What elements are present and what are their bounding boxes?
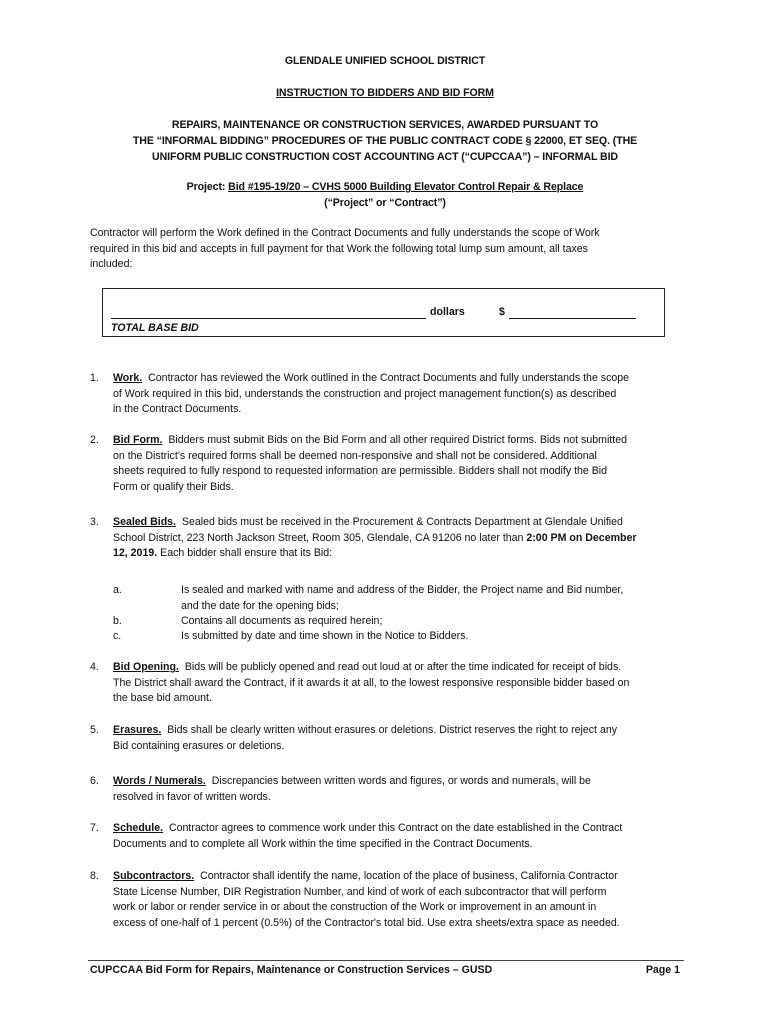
item-number: 6.	[90, 775, 99, 787]
item-title: Work.	[113, 372, 143, 384]
item-line: State License Number, DIR Registration Number, and kind of work of each subcontractor that will perform	[113, 885, 607, 898]
item-line: in the Contract Documents.	[113, 403, 242, 416]
sub-letter: c.	[113, 630, 122, 642]
project-alias: (“Project” or “Contract”)	[324, 197, 446, 209]
item-title: Words / Numerals.	[113, 775, 206, 787]
item-line: sheets required to fully respond to requested information are permissible. Bidders shall not modify the Bid	[113, 465, 608, 478]
item-line: resolved in favor of written words.	[113, 790, 271, 803]
intro-line-1: Contractor will perform the Work defined in the Contract Documents and fully understands the scope of Work	[90, 227, 600, 239]
item-erasures	[90, 723, 690, 754]
item-line: the base bid amount.	[113, 692, 212, 705]
item-line: Discrepancies between written words and figures, or words and numerals, will be	[211, 775, 591, 787]
intro-line-3: included:	[90, 258, 133, 271]
item-line: The District shall award the Contract, if it awards it at all, to the lowest responsive responsible bidder based on	[113, 676, 630, 689]
footer-rule	[88, 960, 684, 961]
item-number: 1.	[90, 372, 99, 384]
total-base-bid-label: TOTAL BASE BID	[111, 322, 199, 334]
scope-line-1: REPAIRS, MAINTENANCE OR CONSTRUCTION SERVICES, AWARDED PURSUANT TO	[171, 119, 599, 131]
item-line: School District, 223 North Jackson Street, Room 305, Glendale, CA 91206 no later than	[113, 531, 527, 544]
footer-title: CUPCCAA Bid Form for Repairs, Maintenance or Construction Services – GUSD	[90, 964, 493, 976]
item-line: on the District’s required forms shall be deemed non-responsive and shall not be considered. Additional	[113, 449, 597, 462]
item-line: excess of one-half of 1 percent (0.5%) of the Contractor's total bid. Use extra sheets/extra space as needed.	[113, 916, 620, 929]
item-line: Bids will be publicly opened and read out loud at or after the time indicated for receipt of bids.	[184, 661, 622, 673]
item-number: 5.	[90, 724, 99, 736]
item-number: 3.	[90, 516, 99, 528]
sub-item-c	[113, 629, 683, 645]
intro-line-2: required in this bid and accepts in full payment for that Work the following total lump sum amount, all taxes	[90, 242, 588, 255]
sub-line: Is sealed and marked with name and address of the Bidder, the Project name and Bid number,	[181, 584, 624, 596]
item-title: Subcontractors.	[113, 870, 195, 882]
intro-paragraph	[90, 226, 690, 273]
item-line: Form or qualify their Bids.	[113, 480, 234, 493]
scope-line-2: THE “INFORMAL BIDDING” PROCEDURES OF THE PUBLIC CONTRACT CODE § 22000, ET SEQ. (THE	[132, 135, 638, 147]
dollars-label: dollars	[430, 306, 465, 318]
dollar-sign: $	[499, 306, 505, 318]
item-number: 4.	[90, 661, 99, 673]
numeric-amount-field[interactable]	[509, 306, 636, 319]
scope-line-3: UNIFORM PUBLIC CONSTRUCTION COST ACCOUNTING ACT (“CUPCCAA”) – INFORMAL BID	[152, 151, 618, 163]
sub-line: Contains all documents as required herein;	[181, 615, 383, 627]
item-bid-opening	[90, 660, 690, 707]
page-number: Page 1	[645, 964, 680, 976]
item-line: Bid containing erasures or deletions.	[113, 739, 285, 752]
project-label: Project:	[186, 181, 229, 193]
item-work	[90, 371, 690, 418]
sub-line: Is submitted by date and time shown in the Notice to Bidders.	[181, 630, 469, 642]
item-title: Bid Form.	[113, 434, 163, 446]
item-line: Each bidder shall ensure that its Bid:	[160, 547, 333, 560]
item-line: of Work required in this bid, understands the construction and project management function(s) as described	[113, 387, 617, 400]
item-line: Contractor agrees to commence work under this Contract on the date established in the Contract	[168, 822, 623, 834]
item-schedule	[90, 821, 690, 852]
item-title: Erasures.	[113, 724, 162, 736]
item-title: Bid Opening.	[113, 661, 179, 673]
item-words-numerals	[90, 774, 690, 805]
item-number: 7.	[90, 822, 99, 834]
written-amount-field[interactable]	[111, 306, 426, 319]
item-line: Documents and to complete all Work within the time specified in the Contract Documents.	[113, 837, 533, 850]
form-subtitle: INSTRUCTION TO BIDDERS AND BID FORM	[276, 87, 494, 99]
deadline-time: 2:00 PM on December	[526, 531, 637, 544]
project-line	[0, 181, 770, 193]
item-line: Bidders must submit Bids on the Bid Form and all other required District forms. Bids not submitted	[168, 434, 627, 446]
sub-letter: b.	[113, 615, 122, 627]
item-line: Contractor has reviewed the Work outlined in the Contract Documents and fully understands the scope	[148, 372, 630, 384]
item-line: Bids shall be clearly written without erasures or deletions. District reserves the right to reject any	[167, 724, 618, 736]
district-name: GLENDALE UNIFIED SCHOOL DISTRICT	[284, 55, 486, 67]
item-title: Sealed Bids.	[113, 516, 176, 528]
item-bid-form	[90, 433, 690, 495]
sub-item-b	[113, 614, 683, 630]
sub-letter: a.	[113, 584, 122, 596]
item-number: 2.	[90, 434, 99, 446]
item-sealed-bids	[90, 515, 690, 562]
item-line: Sealed bids must be received in the Procurement & Contracts Department at Glendale Unified	[181, 516, 623, 528]
sub-line: and the date for the opening bids;	[181, 599, 339, 612]
deadline-date: 12, 2019.	[113, 547, 158, 560]
item-line: work or labor or render service in or about the construction of the Work or improvement in an amount in	[113, 901, 597, 914]
bid-amount-box	[102, 288, 665, 337]
item-number: 8.	[90, 870, 99, 882]
item-subcontractors	[90, 869, 690, 931]
item-title: Schedule.	[113, 822, 164, 834]
sub-item-a	[113, 583, 683, 614]
project-name: Bid #195-19/20 – CVHS 5000 Building Elevator Control Repair & Replace	[228, 181, 584, 193]
item-line: Contractor shall identify the name, location of the place of business, California Contractor	[200, 870, 618, 882]
